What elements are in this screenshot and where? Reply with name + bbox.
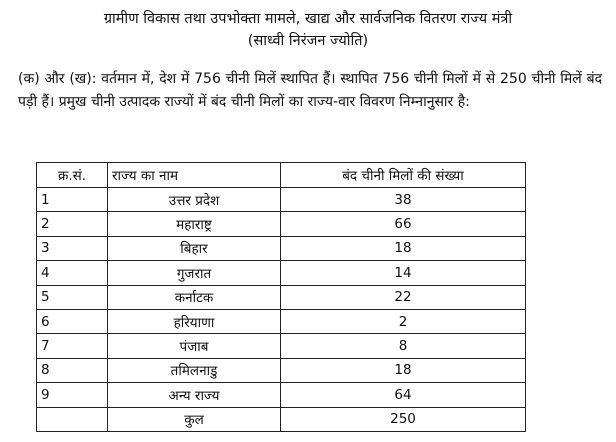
count-cell: 8 — [281, 334, 526, 358]
serial-cell: 1 — [37, 188, 108, 212]
table-row — [37, 334, 526, 358]
state-cell: पंजाब — [108, 334, 281, 358]
column-header-serial: क्र.सं. — [37, 163, 108, 188]
state-cell: उत्तर प्रदेश — [108, 188, 281, 212]
total-label-cell: कुल — [108, 407, 281, 431]
closed-sugar-mills-table — [36, 162, 526, 432]
count-cell: 14 — [281, 261, 526, 285]
count-cell: 2 — [281, 309, 526, 333]
state-cell: हरियाणा — [108, 309, 281, 333]
table-row — [37, 383, 526, 407]
table-row — [37, 212, 526, 236]
state-cell: कर्नाटक — [108, 285, 281, 309]
total-value-cell: 250 — [281, 407, 526, 431]
serial-cell: 8 — [37, 358, 108, 382]
serial-cell: 7 — [37, 334, 108, 358]
state-cell: बिहार — [108, 236, 281, 260]
answer-paragraph — [18, 68, 602, 113]
minister-name: (साध्वी निरंजन ज्योति) — [247, 33, 369, 49]
table-row — [37, 188, 526, 212]
answer-text: वर्तमान में, देश में 756 चीनी मिलें स्थापित हैं। स्थापित 756 चीनी मिलों में से 250 चीनी मिलें बंद पड़ी हैं। प्रमुख चीनी उत्पादक राज्यों में बंद चीनी मिलों का राज्य-वार विवरण निम्नानुसार है: — [18, 71, 603, 110]
table-total-row — [37, 407, 526, 431]
column-header-count: बंद चीनी मिलों की संख्या — [281, 163, 526, 188]
ministry-heading: ग्रामीण विकास तथा उपभोक्ता मामले, खाद्य और सार्वजनिक वितरण राज्य मंत्री — [103, 11, 513, 27]
table-row — [37, 358, 526, 382]
table-row — [37, 236, 526, 260]
serial-cell: 9 — [37, 383, 108, 407]
table-row — [37, 309, 526, 333]
serial-cell: 2 — [37, 212, 108, 236]
serial-cell: 6 — [37, 309, 108, 333]
count-cell: 66 — [281, 212, 526, 236]
count-cell: 64 — [281, 383, 526, 407]
serial-cell: 3 — [37, 236, 108, 260]
table-header-row — [37, 163, 526, 188]
answer-label: (क) और (ख): — [18, 71, 97, 87]
total-serial-cell — [37, 407, 108, 431]
state-cell: अन्य राज्य — [108, 383, 281, 407]
column-header-state: राज्य का नाम — [108, 163, 281, 188]
count-cell: 18 — [281, 236, 526, 260]
count-cell: 38 — [281, 188, 526, 212]
serial-cell: 5 — [37, 285, 108, 309]
state-cell: गुजरात — [108, 261, 281, 285]
table-row — [37, 285, 526, 309]
count-cell: 18 — [281, 358, 526, 382]
count-cell: 22 — [281, 285, 526, 309]
state-cell: तमिलनाडु — [108, 358, 281, 382]
serial-cell: 4 — [37, 261, 108, 285]
state-cell: महाराष्ट्र — [108, 212, 281, 236]
table-row — [37, 261, 526, 285]
